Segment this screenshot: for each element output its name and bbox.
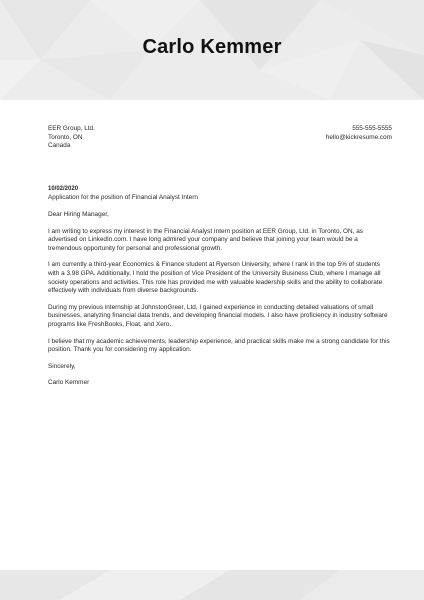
sender-contact <box>326 125 392 151</box>
salutation: Dear Hiring Manager, <box>48 210 109 218</box>
recipient-city: Toronto, ON <box>48 133 83 141</box>
footer-banner <box>0 570 424 600</box>
cover-letter <box>48 125 392 388</box>
sender-email: hello@kickresume.com <box>325 133 392 141</box>
applicant-name: Carlo Kemmer <box>142 36 282 58</box>
footer-background-pattern <box>0 570 424 600</box>
closing: Sincerely, <box>48 362 76 370</box>
recipient-address <box>48 125 95 151</box>
paragraph-2: I am currently a third-year Economics & Finance student at Ryerson University, where I rank in the top 5% of students with a 3.98 GPA. Additionally, I hold the position of Vice President of the University Business Club, where I manage all society operations and activities. This role has provided me with valuable leadership skills and the ability to collaborate effectively with individuals from diverse backgrounds. <box>48 261 383 295</box>
letter-subject: Application for the position of Financial Analyst Intern <box>48 194 198 202</box>
paragraph-1: I am writing to express my interest in the Financial Analyst Intern position at EER Group, Ltd. in Toronto, ON, as advertised on LinkedIn.com. I have long admired your company and believe that joining your team would be a tremendous opportunity for personal and professional growth. <box>48 227 363 252</box>
header-banner <box>0 0 424 100</box>
paragraph-4: I believe that my academic achievements, leadership experience, and practical skills make me a strong candidate for this position. Thank you for considering my application. <box>48 337 390 354</box>
paragraph-3: During my previous internship at JohnstonGreer, Ltd, I gained experience in conducting detailed valuations of small businesses, analyzing financial data trends, and developing financial models. I also have proficiency in industry software programs like FreshBooks, Float, and Xero. <box>48 303 388 328</box>
signature-name: Carlo Kemmer <box>48 379 90 387</box>
address-block <box>48 125 392 151</box>
letter-date: 10/02/2020 <box>48 185 79 192</box>
recipient-country: Canada <box>48 142 71 150</box>
sender-phone: 555-555-5555 <box>352 125 392 132</box>
recipient-company: EER Group, Ltd. <box>48 125 95 132</box>
